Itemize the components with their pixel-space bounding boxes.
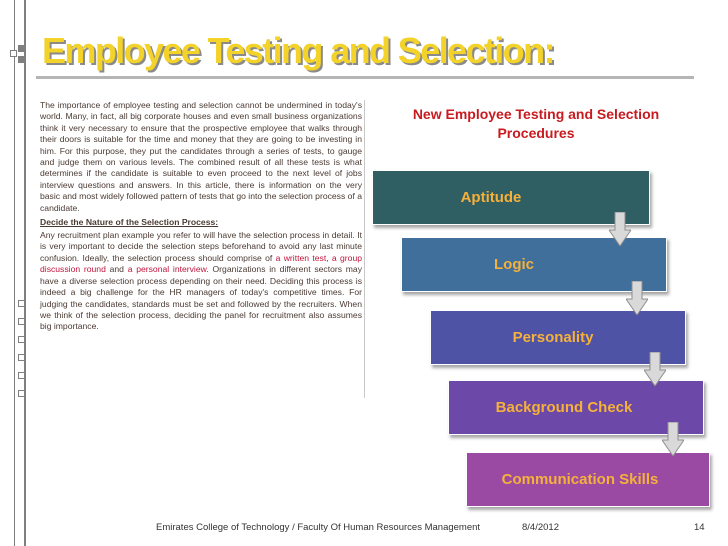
slide-title: Employee Testing and Selection: — [42, 30, 554, 71]
footer-organization: Emirates College of Technology / Faculty Of Human Resources Management — [156, 522, 481, 533]
decor-square — [18, 56, 25, 63]
highlight-written-test: a written test — [275, 252, 327, 263]
body-text: Any recruitment plan example you refer to will have the selection process in detail. It is very important to decide the selection steps beforehand to avoid any last minute confusion. Ideally, the selection process should comprise of — [40, 230, 362, 263]
down-arrow-icon — [609, 212, 631, 246]
highlight-personal-interview: a personal interview — [127, 264, 207, 275]
procedures-heading: New Employee Testing and Selection Procedures — [412, 106, 660, 141]
step-label: Personality — [512, 328, 594, 346]
step-label: Aptitude — [460, 188, 522, 206]
decor-line — [24, 0, 26, 546]
body-text-box — [38, 100, 365, 398]
title-underline — [36, 76, 694, 79]
section-subheading: Decide the Nature of the Selection Process: — [40, 217, 219, 228]
down-arrow-icon — [662, 422, 684, 456]
decor-square — [18, 45, 25, 52]
step-label: Communication Skills — [501, 470, 659, 488]
body-text: , — [326, 252, 332, 263]
footer-date: 8/4/2012 — [522, 522, 559, 533]
down-arrow-icon — [644, 352, 666, 386]
intro-paragraph: The importance of employee testing and selection cannot be undermined in today's world. Many, in fact, all big corporate houses and even small business organizations think it very necessary to ensure that the prospective employee that walks through their doors is suitable for the time and money that they are going to be investing in him. For this purpose, they put the candidates through a series of tests, to gauge and judge them on various levels. The combined result of all these tests is what determines if the candidate is suitable to even proceed to the next level of jobs interview questions and answers. In this article, there is information on the very basic and most widely followed pattern of tests that go into the selection process of a candidate. — [40, 100, 362, 213]
decor-square — [18, 336, 25, 343]
highlight-group-discussion: a group discussion round — [40, 252, 362, 275]
decor-square — [18, 354, 25, 361]
slide-number: 14 — [694, 522, 705, 533]
decor-square — [18, 372, 25, 379]
step-label: Logic — [494, 255, 534, 273]
down-arrow-icon — [626, 281, 648, 315]
decor-square — [10, 50, 17, 57]
body-paragraph — [40, 230, 362, 333]
body-text: . Organizations in different sectors may have a diverse selection process depending on their need. Deciding this process is indeed a big challenge for the HR managers of today's competitive times. For judging the candidates, standards must be set and followed by the recruiters. When we think of the selection process, deciding the panel for recruitment also assumes big importance. — [40, 264, 362, 332]
decor-square — [18, 300, 25, 307]
body-text: and — [105, 264, 128, 275]
decor-line — [14, 0, 15, 546]
decor-square — [18, 390, 25, 397]
decor-square — [18, 318, 25, 325]
step-label: Background Check — [495, 398, 633, 416]
step-communication-skills — [466, 452, 710, 507]
